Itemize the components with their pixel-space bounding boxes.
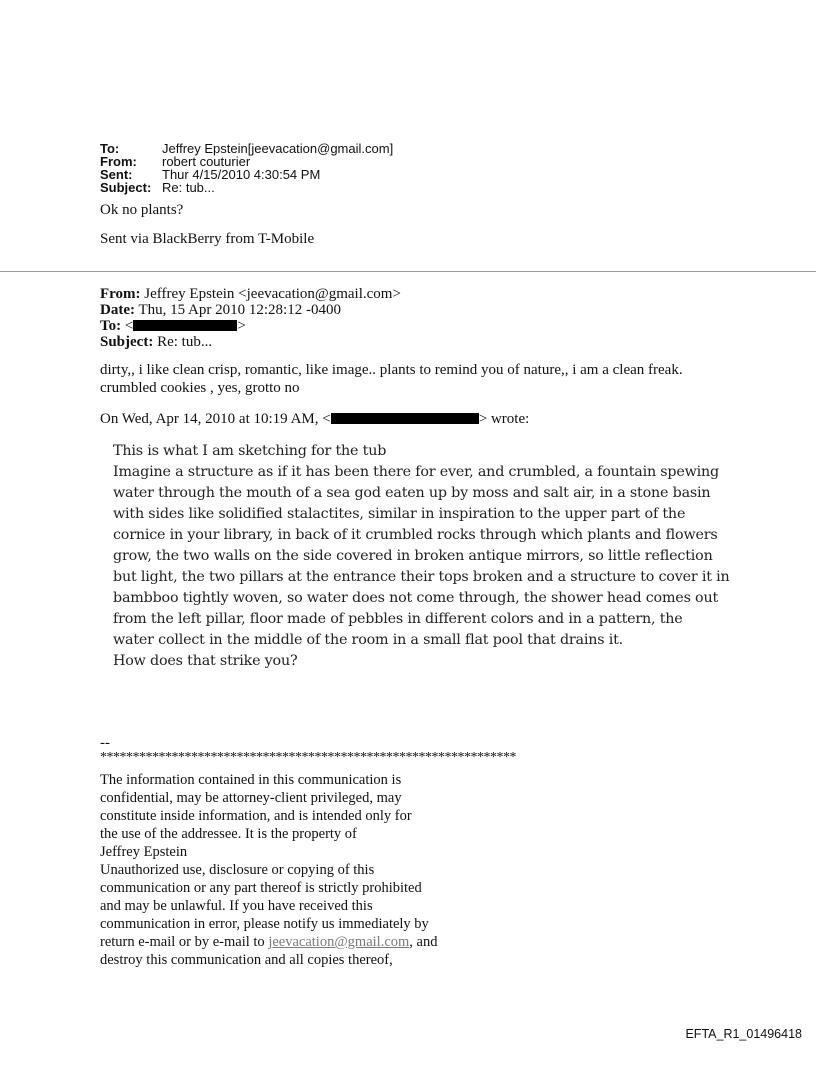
disclaimer-text: , and bbox=[409, 934, 438, 950]
disclaimer-line: destroy this communication and all copies thereof, bbox=[100, 952, 393, 968]
sent-label: Sent: bbox=[100, 167, 133, 182]
subject-label: Subject: bbox=[100, 180, 152, 195]
disclaimer-line: and may be unlawful. If you have received this bbox=[100, 898, 373, 914]
to-bracket: < bbox=[124, 318, 134, 334]
redaction-box bbox=[331, 413, 479, 424]
body-line: dirty,, i like clean crisp, romantic, like image.. plants to remind you of nature,, i am a clean freak. bbox=[100, 362, 683, 378]
disclaimer-line: Jeffrey Epstein bbox=[100, 844, 188, 860]
quoted-message bbox=[113, 441, 803, 672]
sig-dashes: -- bbox=[100, 735, 110, 751]
reply-body: Ok no plants? bbox=[100, 202, 184, 218]
disclaimer-line: Unauthorized use, disclosure or copying of this bbox=[100, 862, 375, 878]
divider bbox=[0, 271, 816, 272]
disclaimer-line: communication or any part thereof is strictly prohibited bbox=[100, 880, 422, 896]
to-label: To: bbox=[100, 318, 122, 334]
disclaimer-line: The information contained in this communication is bbox=[100, 772, 402, 788]
quoted-line: but light, the two pillars at the entrance their tops broken and a structure to cover it in bbox=[113, 569, 730, 585]
quoted-line: from the left pillar, floor made of pebbles in different colors and in a pattern, the bbox=[113, 611, 683, 627]
disclaimer-line: communication in error, please notify us immediately by bbox=[100, 916, 429, 932]
quoted-line: This is what I am sketching for the tub bbox=[113, 443, 387, 459]
quoted-line: grow, the two walls on the side covered in broken antique mirrors, so little reflection bbox=[113, 548, 713, 564]
date-value: Thu, 15 Apr 2010 12:28:12 -0400 bbox=[138, 302, 341, 318]
redaction-box bbox=[133, 320, 237, 331]
quoted-header bbox=[100, 286, 401, 350]
quoted-line: How does that strike you? bbox=[113, 653, 298, 669]
quoted-line: water through the mouth of a sea god eaten up by moss and salt air, in a stone basin bbox=[113, 485, 711, 501]
subject-label: Subject: bbox=[100, 334, 154, 350]
date-label: Date: bbox=[100, 302, 135, 318]
body-line: crumbled cookies , yes, grotto no bbox=[100, 380, 300, 396]
quoted-line: bambboo tightly woven, so water does not come through, the shower head comes out bbox=[113, 590, 719, 606]
subject-value: Re: tub... bbox=[157, 334, 213, 350]
sig-stars: **************************************************************** bbox=[100, 750, 516, 765]
disclaimer-line: confidential, may be attorney-client privileged, may bbox=[100, 790, 402, 806]
quoted-line: with sides like solidified stalactites, similar in inspiration to the upper part of the bbox=[113, 506, 686, 522]
signature: Sent via BlackBerry from T-Mobile bbox=[100, 231, 315, 247]
to-label: To: bbox=[100, 141, 120, 156]
quoted-line: Imagine a structure as if it has been there for ever, and crumbled, a fountain spewing bbox=[113, 464, 720, 480]
subject-value: Re: tub... bbox=[162, 180, 215, 195]
disclaimer bbox=[100, 771, 437, 969]
quote-intro bbox=[100, 411, 529, 428]
quoted-line: water collect in the middle of the room in a small flat pool that drains it. bbox=[113, 632, 623, 648]
to-bracket: > bbox=[237, 318, 246, 334]
disclaimer-text: return e-mail or by e-mail to bbox=[100, 934, 269, 950]
quoted-line: cornice in your library, in back of it crumbled rocks through which plants and flowers bbox=[113, 527, 718, 543]
disclaimer-line: constitute inside information, and is intended only for bbox=[100, 808, 412, 824]
to-value: Jeffrey Epstein[jeevacation@gmail.com] bbox=[162, 141, 394, 156]
quote-intro-text: On Wed, Apr 14, 2010 at 10:19 AM, < bbox=[100, 411, 331, 427]
email-link[interactable]: jeevacation@gmail.com bbox=[268, 934, 410, 950]
from-label: From: bbox=[100, 286, 141, 302]
document-id: EFTA_R1_01496418 bbox=[685, 1027, 802, 1041]
sent-value: Thur 4/15/2010 4:30:54 PM bbox=[162, 167, 321, 182]
disclaimer-line: the use of the addressee. It is the property of bbox=[100, 826, 357, 842]
disclaimer-line bbox=[100, 933, 437, 951]
email-header bbox=[100, 142, 393, 194]
from-value: robert couturier bbox=[162, 154, 251, 169]
quote-intro-text: > wrote: bbox=[478, 411, 530, 427]
from-value: Jeffrey Epstein <jeevacation@gmail.com> bbox=[144, 286, 401, 302]
from-label: From: bbox=[100, 154, 137, 169]
